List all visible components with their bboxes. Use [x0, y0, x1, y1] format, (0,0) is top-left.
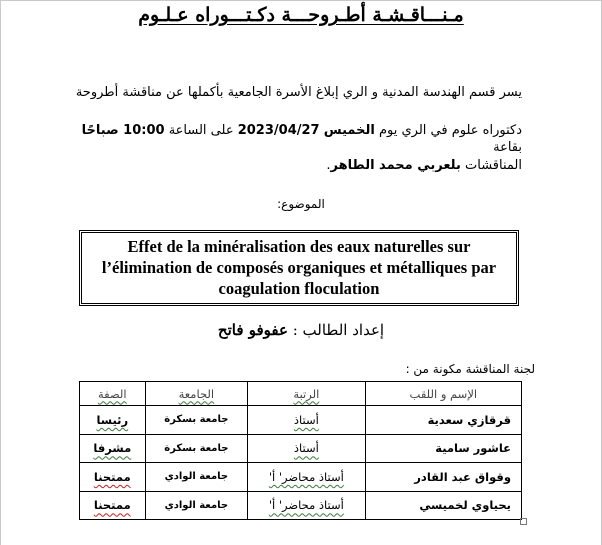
- thesis-title: Effet de la minéralisation des eaux naturelles sur l’élimination de composés organiques et métalliques par coagulation floculation: [101, 237, 497, 298]
- member-name: يحياوي لخميسي: [365, 491, 521, 520]
- header-name: الإسم و اللقب: [365, 382, 521, 406]
- subject-label: الموضوع:: [277, 197, 325, 211]
- page-title: مـنـــاقـشـة أطـروحـــة دكـتـــوراه عـلـوم: [138, 4, 464, 26]
- announcement-text: بقاعة: [493, 140, 522, 155]
- announcement-line-2: [70, 122, 522, 156]
- member-role: ممتحنا: [80, 463, 146, 492]
- member-university: جامعة الوادي: [145, 463, 248, 492]
- defense-day: الخميس: [323, 123, 375, 138]
- announcement-line-3: [70, 157, 522, 174]
- defense-time: 10:00 صباحًا: [81, 123, 165, 138]
- table-row: [80, 406, 522, 435]
- member-role: مشرفا: [80, 434, 146, 463]
- table-header-row: [80, 382, 522, 406]
- member-rank: أستاذ: [248, 406, 366, 435]
- thesis-title-box: [79, 230, 519, 306]
- student-name: عفوفو فاتح: [217, 321, 288, 339]
- member-name: عاشور سامية: [365, 434, 521, 463]
- defense-date: 2023/04/27: [237, 123, 320, 138]
- member-role: ممتحنا: [80, 491, 146, 520]
- committee-table: [79, 381, 522, 520]
- table-row: [80, 463, 522, 492]
- member-name: قرقازي سعدية: [365, 406, 521, 435]
- header-university: الجامعة: [145, 382, 248, 406]
- announcement-text: دكتوراه علوم في الري يوم: [378, 123, 522, 138]
- header-rank: الرتبة: [248, 382, 366, 406]
- member-rank: أستاذ محاضر' أ': [248, 491, 366, 520]
- header-role: الصفة: [80, 382, 146, 406]
- student-prefix: إعداد الطالب :: [292, 321, 385, 339]
- announcement-line-1: يسر قسم الهندسة المدنية و الري إبلاغ الأسرة الجامعية بأكملها عن مناقشة أطروحة: [75, 85, 522, 100]
- member-university: جامعة الوادي: [145, 491, 248, 520]
- announcement-text: على الساعة: [168, 123, 234, 138]
- announcement-text: المناقشات: [465, 158, 522, 173]
- member-university: جامعة بسكرة: [145, 406, 248, 435]
- member-rank: أستاذ: [248, 434, 366, 463]
- member-university: جامعة بسكرة: [145, 434, 248, 463]
- committee-label: لجنة المناقشة مكونة من :: [405, 362, 535, 376]
- table-row: [80, 434, 522, 463]
- member-role: رئيسا: [80, 406, 146, 435]
- table-row: [80, 491, 522, 520]
- paragraph-marker-icon: [520, 518, 527, 525]
- hall-name: بلعربي محمد الطاهر: [330, 158, 461, 173]
- member-name: وقواق عبد القادر: [365, 463, 521, 492]
- member-rank: أستاذ محاضر' أ': [248, 463, 366, 492]
- student-line: [0, 321, 602, 339]
- period: .: [326, 158, 331, 173]
